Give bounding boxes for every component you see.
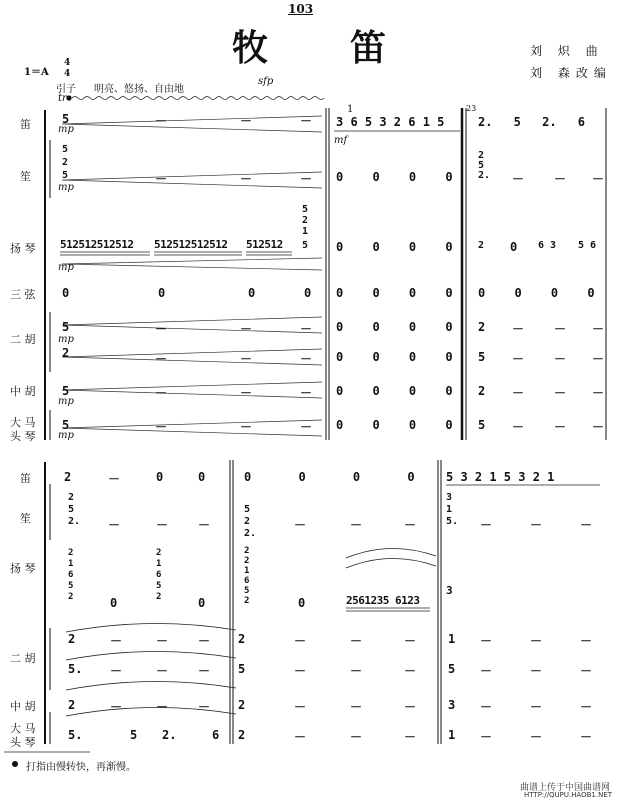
watermark-url: HTTP://QUPU.HAOB1.NET bbox=[524, 791, 613, 799]
yangqin-m2-d: 5 6 bbox=[578, 240, 597, 251]
sheng-m2-mid: 5 bbox=[478, 160, 485, 171]
di2-measure-3: 5 3 2 1 5 3 2 1 bbox=[446, 470, 555, 484]
matouqin-measure-1: 0 0 0 0 bbox=[336, 418, 453, 432]
yangqin2-chord-2: 2 1 6 5 2 bbox=[156, 548, 162, 602]
rest-dash: － bbox=[294, 518, 307, 532]
yangqin2-chord-3: 2 2 1 6 5 2 bbox=[244, 546, 250, 606]
erhu-bottom-note: 2 bbox=[62, 346, 70, 360]
matouqin2-m1-d: 6 bbox=[212, 728, 220, 742]
sheng2-m3-mid: 1 bbox=[446, 504, 453, 515]
sheng2-m2-mid: 2 bbox=[244, 516, 251, 527]
score-title: 牧笛 bbox=[232, 27, 469, 69]
erhu2-m2-bot: 5 bbox=[238, 662, 246, 676]
rest-dash: － bbox=[592, 172, 605, 186]
yangqin-chord-bot: 5 bbox=[302, 240, 309, 251]
footnote: 打指由慢转快，再渐慢。 bbox=[26, 762, 136, 773]
rest-dash: － bbox=[294, 634, 307, 648]
rest-dash: － bbox=[156, 634, 169, 648]
sanxian-intro-a: 0 bbox=[62, 286, 70, 300]
rest-dash: － bbox=[108, 472, 121, 486]
rest-dash: － bbox=[530, 634, 543, 648]
rest-dash: － bbox=[480, 518, 493, 532]
yangqin-tremolo-b: 512512512512 bbox=[154, 238, 228, 251]
rest-dash: － bbox=[155, 322, 168, 336]
rest-dash: － bbox=[108, 518, 121, 532]
rest-dash: － bbox=[480, 730, 493, 744]
dynamic-sfp: sfp bbox=[258, 76, 274, 87]
sheng2-m3-bot: 5. bbox=[446, 516, 459, 527]
rest-dash: － bbox=[580, 664, 593, 678]
yangqin-measure-1: 0 0 0 0 bbox=[336, 240, 453, 254]
rest-dash: － bbox=[554, 172, 567, 186]
rest-dash: － bbox=[554, 352, 567, 366]
rest-dash: － bbox=[404, 730, 417, 744]
sheng-intro-bot: 5 bbox=[62, 170, 69, 181]
erhu-measure-1a: 0 0 0 0 bbox=[336, 320, 453, 334]
composer-credit: 刘 炽 曲 bbox=[530, 44, 604, 58]
di-measure-2-mark: 23 bbox=[466, 104, 477, 113]
rest-dash: － bbox=[512, 352, 525, 366]
rest-dash: － bbox=[480, 634, 493, 648]
erhu2-m3-top: 1 bbox=[448, 632, 456, 646]
rest-dash: － bbox=[580, 700, 593, 714]
di2-m1-c: 0 bbox=[198, 470, 206, 484]
label-yangqin: 扬 琴 bbox=[10, 242, 36, 255]
arranger-credit: 刘 森改编 bbox=[530, 66, 612, 80]
sanxian-intro-c: 0 bbox=[248, 286, 256, 300]
yangqin-tremolo-a: 512512512512 bbox=[60, 238, 134, 251]
rest-dash: － bbox=[156, 700, 169, 714]
section-label: 引子 bbox=[56, 84, 76, 95]
label-zhonghu-2: 中 胡 bbox=[10, 700, 36, 713]
rest-dash: － bbox=[404, 634, 417, 648]
di-measure-1: 3 6 5 3 2 6 1 5 bbox=[336, 115, 445, 129]
expression-marking: 明亮、悠扬、自由地 bbox=[94, 84, 184, 95]
sheng2-m1-mid: 5 bbox=[68, 504, 75, 515]
yangqin2-m2-c: 0 bbox=[298, 596, 306, 610]
rest-dash: － bbox=[240, 322, 253, 336]
rest-dash: － bbox=[530, 700, 543, 714]
sheng2-m2-bot: 2. bbox=[244, 528, 257, 539]
rest-dash: － bbox=[300, 352, 313, 366]
rest-dash: － bbox=[198, 664, 211, 678]
zhonghu-measure-2: 2 bbox=[478, 384, 486, 398]
rest-dash: － bbox=[350, 730, 363, 744]
rest-dash: － bbox=[530, 518, 543, 532]
rest-dash: － bbox=[512, 420, 525, 434]
rest-dash: － bbox=[156, 664, 169, 678]
matouqin-measure-2: 5 bbox=[478, 418, 486, 432]
rest-dash: － bbox=[155, 420, 168, 434]
rest-dash: － bbox=[240, 172, 253, 186]
rest-dash: － bbox=[198, 700, 211, 714]
sheng-intro-mid: 2 bbox=[62, 157, 69, 168]
label-di: 笛 bbox=[20, 118, 31, 131]
label-matouqin-2b: 头 琴 bbox=[10, 736, 36, 749]
matouqin-intro-note: 5 bbox=[62, 418, 70, 432]
rest-dash: － bbox=[240, 114, 253, 128]
yangqin2-m2-b: 0 bbox=[198, 596, 206, 610]
label-di-2: 笛 bbox=[20, 472, 31, 485]
di2-m1-note: 2 bbox=[64, 470, 72, 484]
label-zhonghu: 中 胡 bbox=[10, 385, 36, 398]
sanxian-measure-2: 0 0 0 0 bbox=[478, 286, 595, 300]
di-intro-dynamic: mp bbox=[58, 124, 74, 135]
rest-dash: － bbox=[300, 420, 313, 434]
rest-dash: － bbox=[512, 386, 525, 400]
matouqin2-m2: 2 bbox=[238, 728, 246, 742]
matouqin2-m1-c: 2. bbox=[162, 728, 177, 742]
rest-dash: － bbox=[592, 322, 605, 336]
zhonghu2-m1: 2 bbox=[68, 698, 76, 712]
yangqin-chord-mid2: 1 bbox=[302, 226, 309, 237]
rest-dash: － bbox=[350, 518, 363, 532]
sheng-m2-bot: 2. bbox=[478, 170, 491, 181]
sanxian-intro-b: 0 bbox=[158, 286, 166, 300]
label-sheng-2: 笙 bbox=[20, 512, 31, 525]
label-matouqin-2: 头 琴 bbox=[10, 430, 36, 443]
rest-dash: － bbox=[300, 114, 313, 128]
rest-dash: － bbox=[554, 322, 567, 336]
rest-dash: － bbox=[155, 172, 168, 186]
page-number: 103 bbox=[288, 2, 314, 16]
label-sanxian: 三 弦 bbox=[10, 288, 36, 301]
yangqin-dynamic: mp bbox=[58, 262, 74, 273]
rest-dash: － bbox=[198, 518, 211, 532]
zhonghu2-m2: 2 bbox=[238, 698, 246, 712]
rest-dash: － bbox=[294, 664, 307, 678]
sheng-intro-dynamic: mp bbox=[58, 182, 74, 193]
rest-dash: － bbox=[350, 664, 363, 678]
rest-dash: － bbox=[592, 386, 605, 400]
sheng-m2-top: 2 bbox=[478, 150, 485, 161]
erhu2-m3-bot: 5 bbox=[448, 662, 456, 676]
erhu-m2-top: 2 bbox=[478, 320, 486, 334]
rest-dash: － bbox=[110, 634, 123, 648]
yangqin-m2-b: 0 bbox=[510, 240, 518, 254]
rest-dash: － bbox=[110, 664, 123, 678]
matouqin2-m1-b: 5 bbox=[130, 728, 138, 742]
di-intro-note: 5 bbox=[62, 112, 70, 126]
yangqin-chord-mid1: 2 bbox=[302, 215, 309, 226]
rest-dash: － bbox=[512, 322, 525, 336]
rest-dash: － bbox=[294, 700, 307, 714]
rest-dash: － bbox=[155, 352, 168, 366]
rest-dash: － bbox=[350, 700, 363, 714]
yangqin2-m1-b: 0 bbox=[110, 596, 118, 610]
rest-dash: － bbox=[554, 420, 567, 434]
matouqin2-m3: 1 bbox=[448, 728, 456, 742]
label-sheng: 笙 bbox=[20, 170, 31, 183]
rest-dash: － bbox=[300, 386, 313, 400]
erhu2-m1-top: 2 bbox=[68, 632, 76, 646]
rest-dash: － bbox=[300, 322, 313, 336]
erhu-measure-1b: 0 0 0 0 bbox=[336, 350, 453, 364]
zhonghu-measure-1: 0 0 0 0 bbox=[336, 384, 453, 398]
rest-dash: － bbox=[350, 634, 363, 648]
rest-dash: － bbox=[198, 634, 211, 648]
watermark-text: 曲谱上传于中国曲谱网 bbox=[520, 783, 611, 793]
sanxian-measure-1: 0 0 0 0 bbox=[336, 286, 453, 300]
yangqin2-run: 2561235 6123 bbox=[346, 594, 420, 607]
yangqin-m2-c: 6 3 bbox=[538, 240, 557, 251]
erhu-top-note: 5 bbox=[62, 320, 70, 334]
erhu-dynamic: mp bbox=[58, 334, 74, 345]
rest-dash: － bbox=[580, 518, 593, 532]
zhonghu2-m3: 3 bbox=[448, 698, 456, 712]
matouqin-dynamic: mp bbox=[58, 430, 74, 441]
zhonghu-dynamic: mp bbox=[58, 396, 74, 407]
label-matouqin-2a: 大 马 bbox=[10, 722, 36, 735]
yangqin-m2-a: 2 bbox=[478, 240, 485, 251]
rest-dash: － bbox=[480, 700, 493, 714]
rest-dash: － bbox=[155, 114, 168, 128]
di-grace-note: 1 bbox=[347, 104, 354, 115]
sheng-intro-top: 5 bbox=[62, 144, 69, 155]
erhu2-m1-bot: 5. bbox=[68, 662, 83, 676]
rest-dash: － bbox=[592, 352, 605, 366]
rest-dash: － bbox=[512, 172, 525, 186]
rest-dash: － bbox=[240, 420, 253, 434]
matouqin2-m1-a: 5. bbox=[68, 728, 83, 742]
sheng2-m1-top: 2 bbox=[68, 492, 75, 503]
sheng-measure-1: 0 0 0 0 bbox=[336, 170, 453, 184]
rest-dash: － bbox=[240, 386, 253, 400]
yangqin-chord-top: 5 bbox=[302, 204, 309, 215]
rest-dash: － bbox=[155, 386, 168, 400]
time-sig-bottom: 4 bbox=[64, 69, 71, 79]
sanxian-intro-d: 0 bbox=[304, 286, 312, 300]
erhu2-m2-top: 2 bbox=[238, 632, 246, 646]
rest-dash: － bbox=[156, 518, 169, 532]
rest-dash: － bbox=[592, 420, 605, 434]
rest-dash: － bbox=[294, 730, 307, 744]
rest-dash: － bbox=[580, 730, 593, 744]
yangqin-tremolo-c: 512512 bbox=[246, 238, 283, 251]
yangqin2-m3: 3 bbox=[446, 584, 453, 597]
rest-dash: － bbox=[404, 700, 417, 714]
label-matouqin-1: 大 马 bbox=[10, 416, 36, 429]
key-signature: 1＝A bbox=[24, 67, 49, 78]
label-erhu: 二 胡 bbox=[10, 333, 36, 346]
time-sig-top: 4 bbox=[64, 58, 71, 68]
rest-dash: － bbox=[530, 664, 543, 678]
rest-dash: － bbox=[404, 664, 417, 678]
rest-dash: － bbox=[554, 386, 567, 400]
zhonghu-intro-note: 5 bbox=[62, 384, 70, 398]
label-erhu-2: 二 胡 bbox=[10, 652, 36, 665]
di-measure-2: 2. 5 2. 6 bbox=[478, 115, 586, 129]
rest-dash: － bbox=[300, 172, 313, 186]
rest-dash: － bbox=[580, 634, 593, 648]
rest-dash: － bbox=[404, 518, 417, 532]
yangqin2-chord-1: 2 1 6 5 2 bbox=[68, 548, 74, 602]
erhu-m2-bottom: 5 bbox=[478, 350, 486, 364]
rest-dash: － bbox=[480, 664, 493, 678]
sheng2-m3-top: 3 bbox=[446, 492, 453, 503]
trill-marking: tr bbox=[58, 93, 67, 104]
rest-dash: － bbox=[110, 700, 123, 714]
rest-dash: － bbox=[240, 352, 253, 366]
label-yangqin-2: 扬 琴 bbox=[10, 562, 36, 575]
rest-dash: － bbox=[530, 730, 543, 744]
sheng2-m2-top: 5 bbox=[244, 504, 251, 515]
di2-m1-b: 0 bbox=[156, 470, 164, 484]
di-measure-1-dynamic: mf bbox=[334, 135, 348, 146]
di2-measure-2: 0 0 0 0 bbox=[244, 470, 415, 484]
sheng2-m1-bot: 2. bbox=[68, 516, 81, 527]
